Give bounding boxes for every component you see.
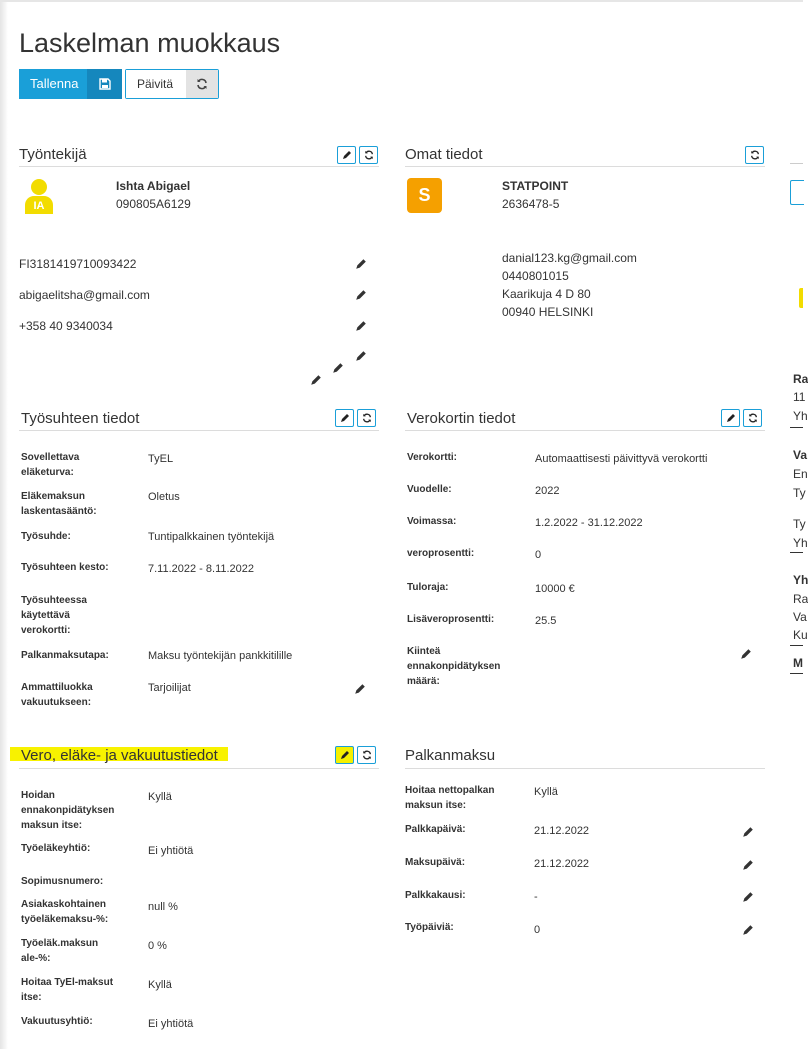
right-text: 11 xyxy=(793,390,806,404)
right-text: Ra xyxy=(793,592,808,606)
right-text: Ra xyxy=(793,372,808,386)
employment-label: Eläkemaksun laskentasääntö: xyxy=(21,491,97,517)
salary-payment-section-title: Palkanmaksu xyxy=(405,747,496,764)
save-button-label: Tallenna xyxy=(19,69,87,99)
salary-payment-value: Kyllä xyxy=(534,786,558,798)
tax-pension-label: Työeläkeyhtiö: xyxy=(21,843,91,854)
right-text: Ty xyxy=(793,486,806,500)
employment-label: Palkanmaksutapa: xyxy=(21,650,109,661)
company-business-id: 2636478-5 xyxy=(502,197,560,211)
edit-phone-pencil-icon[interactable] xyxy=(355,320,367,332)
employment-value: 7.11.2022 - 8.11.2022 xyxy=(148,563,255,575)
edit-iban-pencil-icon[interactable] xyxy=(355,258,367,270)
edit-fixed-withholding-pencil-icon[interactable] xyxy=(740,648,752,660)
right-column-rule xyxy=(790,163,803,164)
edit-payment-date-pencil-icon[interactable] xyxy=(742,859,754,871)
salary-payment-label: Maksupäivä: xyxy=(405,857,466,868)
refresh-icon xyxy=(750,150,760,160)
pencil-icon xyxy=(726,413,736,423)
pencil-icon xyxy=(340,750,350,760)
right-text: Ty xyxy=(793,517,806,531)
right-text: Yh xyxy=(793,409,808,423)
edit-pencil-icon[interactable] xyxy=(355,350,367,362)
taxcard-refresh-button[interactable] xyxy=(743,409,762,427)
employment-value: Maksu työntekijän pankkitilille xyxy=(148,650,293,662)
tax-pension-value: Ei yhtiötä xyxy=(148,845,194,857)
employee-name: Ishta Abigael xyxy=(116,179,191,193)
edit-occupation-pencil-icon[interactable] xyxy=(354,683,366,695)
right-rule xyxy=(790,673,803,674)
refresh-icon xyxy=(364,150,374,160)
employment-label: Sovellettava eläketurva: xyxy=(21,452,80,478)
refresh-icon xyxy=(362,750,372,760)
right-text: M xyxy=(793,656,803,670)
salary-payment-section-rule xyxy=(405,768,765,769)
edit-workdays-pencil-icon[interactable] xyxy=(742,924,754,936)
employee-refresh-button[interactable] xyxy=(359,146,378,164)
refresh-icon xyxy=(362,413,372,423)
own-info-section-title: Omat tiedot xyxy=(405,146,483,163)
tax-pension-section-title: Vero, eläke- ja vakuutustiedot xyxy=(21,747,218,764)
taxcard-value: 10000 € xyxy=(535,583,575,595)
taxcard-label: veroprosentti: xyxy=(407,548,475,559)
right-text: Yh xyxy=(793,573,808,587)
right-column-avatar xyxy=(799,288,803,308)
tax-pension-value: Kyllä xyxy=(148,791,172,803)
top-divider xyxy=(0,0,803,2)
right-column-button[interactable] xyxy=(790,180,804,205)
employee-edit-button[interactable] xyxy=(337,146,356,164)
employment-value: Tuntipalkkainen työntekijä xyxy=(148,531,275,543)
employee-phone: +358 40 9340034 xyxy=(19,319,113,333)
company-name: STATPOINT xyxy=(502,179,569,193)
taxcard-edit-button[interactable] xyxy=(721,409,740,427)
left-shadow xyxy=(0,0,8,1049)
employee-id: 090805A6129 xyxy=(116,197,191,211)
page-title: Laskelman muokkaus xyxy=(19,28,281,58)
right-rule xyxy=(790,645,803,646)
salary-payment-value: 21.12.2022 xyxy=(534,825,590,837)
employee-section-rule xyxy=(19,166,379,167)
taxcard-label: Vuodelle: xyxy=(407,484,452,495)
taxcard-value: 2022 xyxy=(535,485,560,497)
employment-value: Oletus xyxy=(148,491,180,503)
tax-pension-value: 0 % xyxy=(148,940,167,952)
employee-iban: FI3181419710093422 xyxy=(19,257,137,271)
edit-pencil-icon[interactable] xyxy=(332,362,344,374)
company-postal: 00940 HELSINKI xyxy=(502,305,594,319)
employment-section-title: Työsuhteen tiedot xyxy=(21,410,140,427)
employment-label: Työsuhteessa käytettävä verokortti: xyxy=(21,595,87,636)
svg-text:IA: IA xyxy=(33,200,45,212)
salary-payment-label: Palkkapäivä: xyxy=(405,824,466,835)
salary-payment-label: Työpäiviä: xyxy=(405,922,454,933)
edit-email-pencil-icon[interactable] xyxy=(355,289,367,301)
own-info-refresh-button[interactable] xyxy=(745,146,764,164)
company-street: Kaarikuja 4 D 80 xyxy=(502,287,591,301)
taxcard-label: Verokortti: xyxy=(407,452,458,463)
tax-pension-label: Asiakaskohtainen työeläkemaksu-%: xyxy=(21,899,109,925)
employment-value: Tarjoilijat xyxy=(148,682,191,694)
employment-value: TyEL xyxy=(148,453,174,465)
floppy-disk-icon xyxy=(87,69,122,99)
tax-pension-refresh-button[interactable] xyxy=(357,746,376,764)
edit-pencil-icon[interactable] xyxy=(310,374,322,386)
right-text: Va xyxy=(793,448,808,462)
salary-payment-value: - xyxy=(534,891,538,903)
salary-payment-value: 0 xyxy=(534,924,541,936)
tax-pension-value: Kyllä xyxy=(148,979,172,991)
save-button[interactable] xyxy=(19,69,122,99)
taxcard-label: Tuloraja: xyxy=(407,582,449,593)
employment-label: Työsuhteen kesto: xyxy=(21,562,109,573)
employment-section-rule xyxy=(19,430,379,431)
salary-payment-label: Palkkakausi: xyxy=(405,890,466,901)
refresh-icon xyxy=(748,413,758,423)
right-text: Va xyxy=(793,610,807,624)
tax-pension-label: Sopimusnumero: xyxy=(21,876,104,887)
taxcard-section-rule xyxy=(405,430,765,431)
employment-label: Ammattiluokka vakuutukseen: xyxy=(21,682,93,708)
tax-pension-section-rule xyxy=(19,768,379,769)
right-text: Ku xyxy=(793,628,808,642)
tax-pension-value: null % xyxy=(148,901,178,913)
tax-pension-label: Hoitaa TyEl-maksut itse: xyxy=(21,977,114,1003)
salary-payment-value: 21.12.2022 xyxy=(534,858,590,870)
tax-pension-edit-button[interactable] xyxy=(335,746,354,764)
tax-pension-label: Vakuutusyhtiö: xyxy=(21,1016,93,1027)
taxcard-label: Voimassa: xyxy=(407,516,457,527)
company-email: danial123.kg@gmail.com xyxy=(502,251,637,265)
pencil-icon xyxy=(342,150,352,160)
taxcard-value: Automaattisesti päivittyvä verokortti xyxy=(535,453,708,465)
employment-label: Työsuhde: xyxy=(21,531,71,542)
tax-pension-label: Hoidan ennakonpidätyksen maksun itse: xyxy=(21,790,115,831)
pencil-icon xyxy=(340,413,350,423)
right-text: En xyxy=(793,467,808,481)
tax-pension-value: Ei yhtiötä xyxy=(148,1018,194,1030)
company-phone: 0440801015 xyxy=(502,269,569,283)
employment-edit-button[interactable] xyxy=(335,409,354,427)
taxcard-value: 0 xyxy=(535,549,542,561)
taxcard-section-title: Verokortin tiedot xyxy=(407,410,516,427)
taxcard-value: 1.2.2022 - 31.12.2022 xyxy=(535,517,643,529)
right-rule xyxy=(790,427,803,428)
taxcard-label: Kiinteä ennakonpidätyksen määrä: xyxy=(407,646,501,687)
refresh-icon xyxy=(186,70,218,98)
edit-pay-period-pencil-icon[interactable] xyxy=(742,891,754,903)
employee-email: abigaelitsha@gmail.com xyxy=(19,288,150,302)
employee-section-title: Työntekijä xyxy=(19,146,87,163)
own-info-section-rule xyxy=(405,166,765,167)
taxcard-label: Lisäveroprosentti: xyxy=(407,614,495,625)
right-text: Yh xyxy=(793,536,808,550)
edit-payday-pencil-icon[interactable] xyxy=(742,826,754,838)
refresh-button[interactable] xyxy=(125,69,219,99)
right-rule xyxy=(790,552,803,553)
refresh-button-label: Päivitä xyxy=(126,70,186,98)
salary-payment-label: Hoitaa nettopalkan maksun itse: xyxy=(405,785,495,811)
company-avatar: S xyxy=(407,178,442,213)
taxcard-value: 25.5 xyxy=(535,615,557,627)
tax-pension-label: Työeläk.maksun ale-%: xyxy=(21,938,99,964)
employee-avatar xyxy=(22,178,56,214)
employment-refresh-button[interactable] xyxy=(357,409,376,427)
